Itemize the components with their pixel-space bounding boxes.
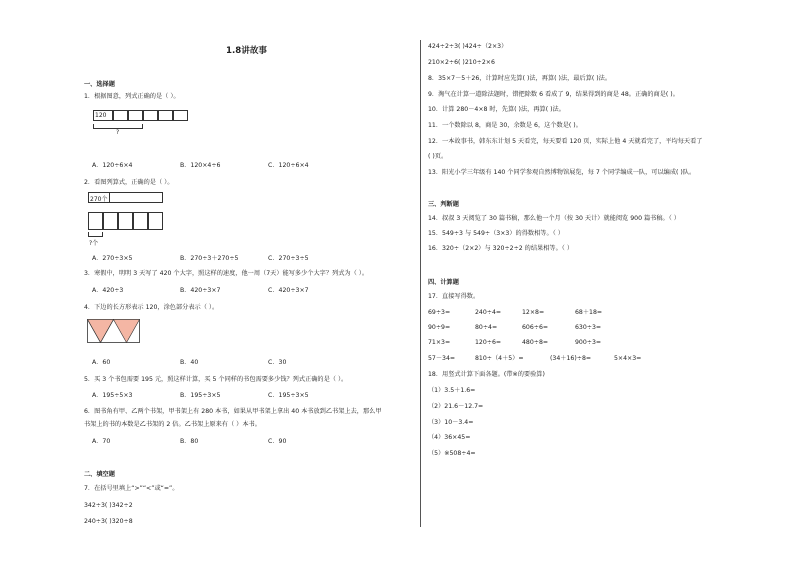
calc-item: 80÷4=: [475, 324, 498, 331]
q7-item-1: 342÷3( )342÷2: [84, 502, 133, 509]
calc-item: (34＋16)÷8=: [550, 355, 592, 362]
q2-option-c: C．270÷3÷5: [268, 255, 309, 262]
q7-item-3: 424÷2÷3( )424÷（2×3）: [428, 43, 508, 50]
question-6-line-1: 6．图书角有甲、乙两个书架，甲书架上有 280 本书，如果从甲书架上拿出 40 本书放到乙书架上去，那么甲: [84, 408, 382, 415]
q4-option-b: B．40: [180, 359, 199, 366]
question-1: 1．根据图意，列式正确的是（ ）。: [84, 93, 180, 100]
section-choice-heading: 一、选择题: [84, 81, 115, 88]
q1-option-b: B．120×4÷6: [180, 162, 221, 169]
calc-item: 900÷3=: [575, 339, 602, 346]
question-12-line-1: 12．一本故事书，韩东东计划 5 天看完，每天要看 120 页，实际上他 4 天就看完了，平均每天看了: [428, 138, 703, 145]
question-3: 3．寒假中，明明 3 天写了 420 个大字，照这样的速度，他一周（7天）能写多少个大字？列式为（ ）。: [84, 270, 369, 277]
calc-item: 57－34=: [428, 355, 456, 362]
q6-option-a: A．70: [92, 438, 111, 445]
question-10: 10．计算 280－4×8 时，先算( )法，再算( )法。: [428, 106, 565, 113]
q5-option-b: B．195÷3×5: [180, 392, 221, 399]
q1-question-mark: ?: [116, 129, 120, 136]
question-15: 15．549÷3 与 549÷（3×3）的得数相等。（ ）: [428, 230, 564, 237]
vertical-calc-3: （3）10－3.4=: [428, 419, 474, 426]
q2-option-b: B．270÷3＋270÷5: [180, 255, 239, 262]
q4-option-c: C．30: [268, 359, 287, 366]
question-16: 16．320÷（2×2）与 320÷2÷2 的结果相等。（ ）: [428, 245, 574, 252]
question-9: 9．淘气在计算一道除法题时，错把除数 6 看成了 9，结果得到的商是 48。正确的商是( )。: [428, 91, 679, 98]
q1-option-a: A．120÷6×4: [92, 162, 133, 169]
column-divider: [420, 40, 421, 527]
question-5: 5．买 3 个书包需要 195 元，照这样计算，买 5 个同样的书包需要多少钱？列式正确的是（ ）。: [84, 376, 348, 383]
q7-item-4: 210×2÷6( )210÷2×6: [428, 59, 495, 66]
q3-option-a: A．420÷3: [92, 287, 124, 294]
q3-option-b: B．420÷3×7: [180, 287, 221, 294]
calc-item: 630÷3=: [575, 324, 602, 331]
question-4: 4．下边的长方形表示 120，涂色部分表示（ ）。: [84, 304, 219, 311]
q5-option-c: C．195÷3×5: [268, 392, 309, 399]
calc-item: 5×4×3=: [614, 355, 642, 362]
question-2: 2．看图列算式，正确的是（ ）。: [84, 179, 174, 186]
q7-item-2: 240÷3( )320÷8: [84, 518, 133, 525]
q1-option-c: C．120÷6×4: [268, 162, 309, 169]
q3-option-c: C．420÷3×7: [268, 287, 309, 294]
question-7: 7．在括号里填上“>”“<”或“=”。: [84, 485, 179, 492]
question-18: 18．用竖式计算下面各题。(带※的要验算): [428, 371, 545, 378]
vertical-calc-4: （4）36×45=: [428, 434, 471, 441]
calc-item: 810÷（4＋5）=: [475, 355, 524, 362]
vertical-calc-1: （1）3.5＋1.6=: [428, 387, 476, 394]
question-12-line-2: ( )页。: [428, 153, 448, 160]
q6-option-b: B．80: [180, 438, 199, 445]
calc-item: 90÷9=: [428, 324, 451, 331]
calc-item: 480÷8=: [522, 339, 549, 346]
question-17: 17．直接写得数。: [428, 293, 480, 300]
page-title: 1.8讲故事: [226, 46, 268, 56]
section-fill-heading: 二、填空题: [84, 471, 115, 478]
calc-item: 120÷6=: [475, 339, 502, 346]
calc-item: 12×8=: [522, 309, 545, 316]
question-13: 13．阳光小学三年级有 140 个同学参观自然博物馆展览，每 7 个同学编成一队，可以编成( )队。: [428, 169, 696, 176]
q6-option-c: C．90: [268, 438, 287, 445]
q2-total-label: 270个: [90, 196, 108, 203]
question-8: 8．35×7－5＋26，计算时应先算( )法，再算( )法，最后算( )法。: [428, 75, 612, 82]
question-11: 11．一个数除以 8，商是 30，余数是 6，这个数是( )。: [428, 122, 582, 129]
q2-option-a: A．270÷3×5: [92, 255, 133, 262]
question-14: 14．叔叔 3 天阅览了 30 篇书稿，那么他一个月（按 30 天计）就能阅览 900 篇书稿。（ ）: [428, 215, 680, 222]
q2-question-mark: ?个: [89, 240, 99, 247]
calc-item: 68＋18=: [575, 309, 603, 316]
calc-item: 240÷4=: [475, 309, 502, 316]
q4-shaded-rectangle: [87, 319, 140, 343]
q4-option-a: A．60: [92, 359, 111, 366]
q5-option-a: A．195÷5×3: [92, 392, 133, 399]
question-6-line-2: 书架上的书的本数是乙书架的 2 倍。乙书架上原来有（ ）本书。: [84, 421, 261, 428]
vertical-calc-5: （5）※508÷4=: [428, 450, 476, 457]
calc-item: 69÷3=: [428, 309, 451, 316]
calc-item: 71×3=: [428, 339, 451, 346]
vertical-calc-2: （2）21.6－12.7=: [428, 403, 484, 410]
section-calc-heading: 四、计算题: [428, 279, 459, 286]
section-judge-heading: 三、判断题: [428, 201, 459, 208]
q1-total-label: 120: [95, 112, 107, 119]
calc-item: 606÷6=: [522, 324, 549, 331]
